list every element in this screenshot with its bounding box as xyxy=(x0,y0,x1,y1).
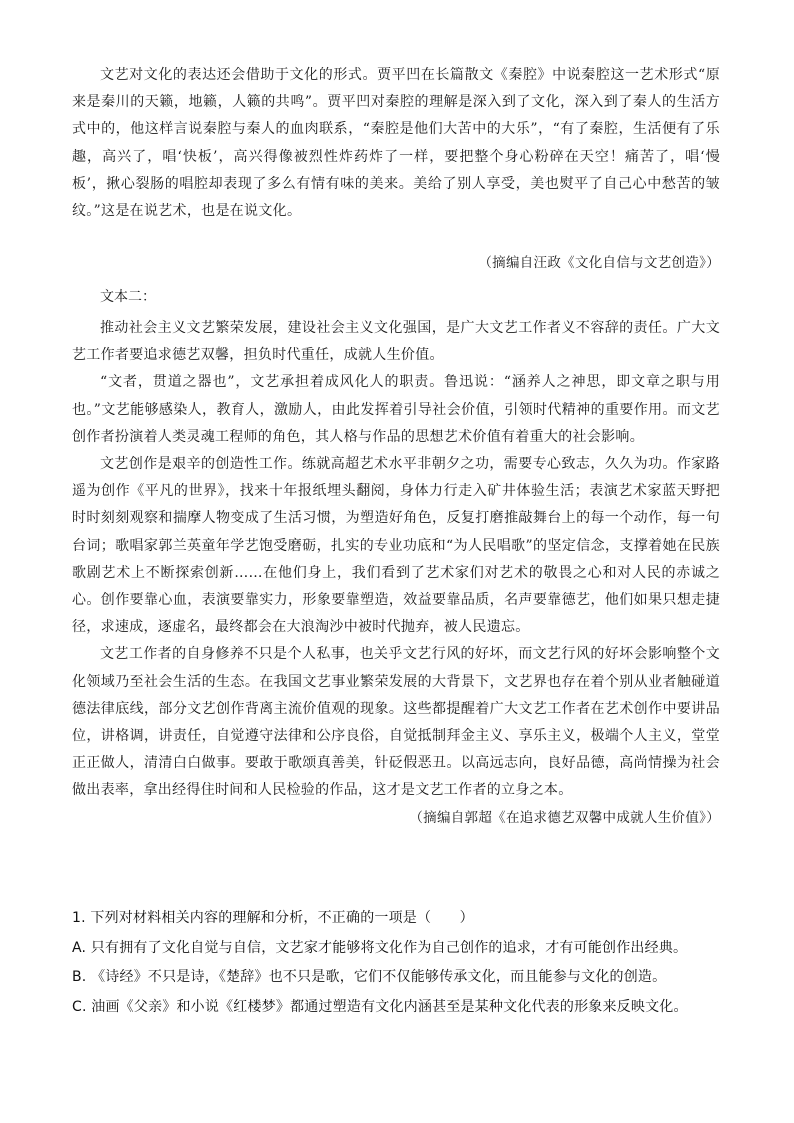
text-two-paragraph-2: “文者，贯道之器也”，文艺承担着成风化人的职责。鲁迅说：“涵养人之神思，即文章之职与用也。”文艺能够感染人，教育人，激励人，由此发挥着引导社会价值，引领时代精神的重要作用。而文艺创作者扮演着人类灵魂工程师的角色，其人格与作品的思想艺术价值有着重大的社会影响。 xyxy=(72,374,720,445)
text-two-paragraph-1: 推动社会主义文艺繁荣发展，建设社会主义文化强国，是广大文艺工作者义不容辞的责任。广大文艺工作者要追求德艺双馨，担负时代重任，成就人生价值。 xyxy=(72,320,720,364)
option-c[interactable]: C. 油画《父亲》和小说《红楼梦》都通过塑造有文化内涵甚至是某种文化代表的形象来反映文化。 xyxy=(72,998,688,1015)
text-two-section xyxy=(72,284,720,832)
option-a[interactable]: A. 只有拥有了文化自觉与自信，文艺家才能够将文化作为自己创作的追求，才有可能创作出经典。 xyxy=(72,939,688,956)
text-two-label: 文本二： xyxy=(100,289,156,305)
text-two-source: （摘编自郭超《在追求德艺双馨中成就人生价值》） xyxy=(409,809,720,826)
text-one-source: （摘编自汪政《文化自信与文艺创造》） xyxy=(478,255,720,271)
text-two-paragraph-3: 文艺创作是艰辛的创造性工作。练就高超艺术水平非朝夕之功，需要专心致志，久久为功。作家路遥为创作《平凡的世界》，找来十年报纸埋头翻阅，身体力行走入矿井体验生活；表演艺术家蓝天野把时时刻刻观察和揣摩人物变成了生活习惯，为塑造好角色，反复打磨推敲舞台上的每一个动作，每一句台词；歌唱家郭兰英童年学艺饱受磨砺，扎实的专业功底和“为人民唱歌”的坚定信念，支撑着她在民族歌剧艺术上不断探索创新……在他们身上，我们看到了艺术家们对艺术的敬畏之心和对人民的赤诚之心。创作要靠心血，表演要靠实力，形象要靠塑造，效益要靠品质，名声要靠德艺，他们如果只想走捷径，求速成，逐虚名，最终都会在大浪淘沙中被时代抛弃，被人民遗忘。 xyxy=(72,456,720,636)
text-two-paragraph-4: 文艺工作者的自身修养不只是个人私事，也关乎文艺行风的好坏，而文艺行风的好坏会影响整个文化领域乃至社会生活的生态。在我国文艺事业繁荣发展的大背景下，文艺界也存在着个别从业者触碰道德法律底线，部分文艺创作背离主流价值观的现象。这些都提醒着广大文艺工作者在艺术创作中要讲品位，讲格调，讲责任，自觉遵守法律和公序良俗，自觉抵制拜金主义、享乐主义，极端个人主义，堂堂正正做人，清清白白做事。要敢于歌颂真善美，针砭假恶丑。以高远志向，良好品德，高尚情操为社会做出表率，拿出经得住时间和人民检验的作品，这才是文艺工作者的立身之本。 xyxy=(72,646,720,799)
text-one-section xyxy=(72,62,720,225)
text-one-source-block xyxy=(72,250,720,277)
question-section xyxy=(72,904,732,1022)
question-stem: 1. 下列对材料相关内容的理解和分析，不正确的一项是（ ） xyxy=(72,910,474,926)
option-b[interactable]: B. 《诗经》不只是诗，《楚辞》也不只是歌，它们不仅能够传承文化，而且能参与文化的创造。 xyxy=(72,969,667,985)
text-one-paragraph-1: 文艺对文化的表达还会借助于文化的形式。贾平凹在长篇散文《秦腔》中说秦腔这一艺术形式“原来是秦川的天籁，地籁，人籁的共鸣”。贾平凹对秦腔的理解是深入到了文化，深入到了秦人的生活方式中的，他这样言说秦腔与秦人的血肉联系，“秦腔是他们大苦中的大乐”，“有了秦腔，生活便有了乐趣，高兴了，唱‘快板’，高兴得像被烈性炸药炸了一样，要把整个身心粉碎在天空！痛苦了，唱‘慢板’，揪心裂肠的唱腔却表现了多么有情有味的美来。美给了别人享受，美也熨平了自己心中愁苦的皱纹。”这是在说艺术，也是在说文化。 xyxy=(72,67,720,220)
